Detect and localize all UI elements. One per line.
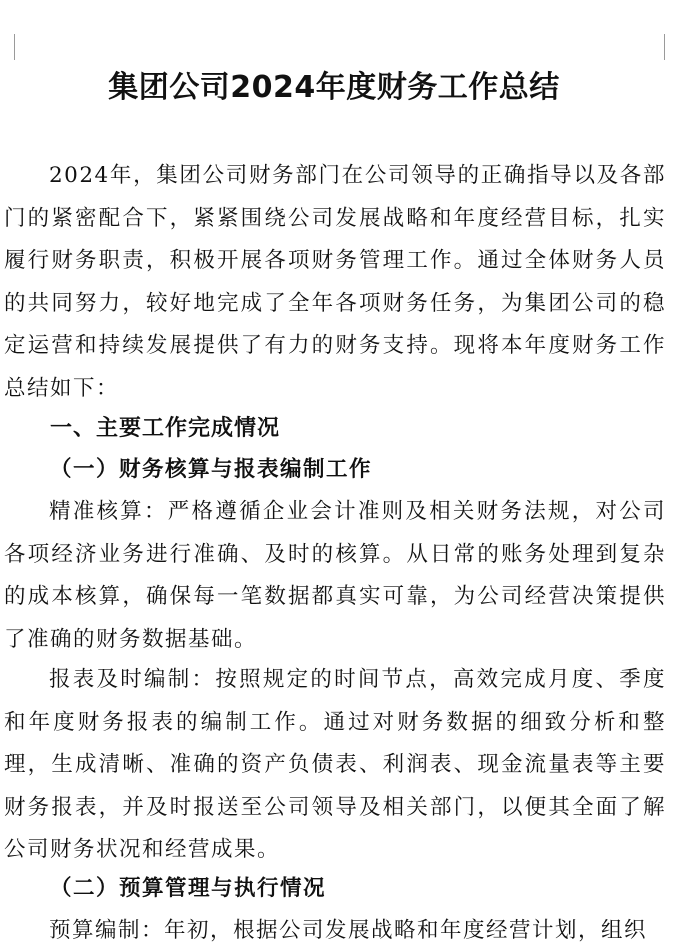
subsection-heading-budget: （二）预算管理与执行情况 — [50, 876, 327, 901]
intro-paragraph: 2024年，集团公司财务部门在公司领导的正确指导以及各部门的紧密配合下，紧紧围绕公司发展战略和年度经营目标，扎实履行财务职责，积极开展各项财务管理工作。通过全体财务人员的共同努力，较好地完成了全年各项财务任务，为集团公司的稳定运营和持续发展提供了有力的财务支持。现将本年度财务工作总结如下： — [4, 163, 666, 401]
subsection-heading-accounting: （一）财务核算与报表编制工作 — [50, 457, 373, 482]
paragraph-accurate-accounting: 精准核算：严格遵循企业会计准则及相关财务法规，对公司各项经济业务进行准确、及时的核算。从日常的账务处理到复杂的成本核算，确保每一笔数据都真实可靠，为公司经营决策提供了准确的财务数据基础。 — [4, 499, 666, 652]
margin-corner-mark-right — [664, 34, 673, 60]
document-title: 集团公司2024年度财务工作总结 — [108, 70, 560, 105]
paragraph-budget-preparation: 预算编制：年初，根据公司发展战略和年度经营计划，组织 — [49, 918, 648, 942]
margin-corner-mark-left — [6, 34, 15, 60]
section-heading-main-work: 一、主要工作完成情况 — [50, 416, 281, 441]
paragraph-timely-reports: 报表及时编制：按照规定的时间节点，高效完成月度、季度和年度财务报表的编制工作。通过对财务数据的细致分析和整理，生成清晰、准确的资产负债表、利润表、现金流量表等主要财务报表，并及时报送至公司领导及相关部门，以便其全面了解公司财务状况和经营成果。 — [4, 667, 666, 863]
